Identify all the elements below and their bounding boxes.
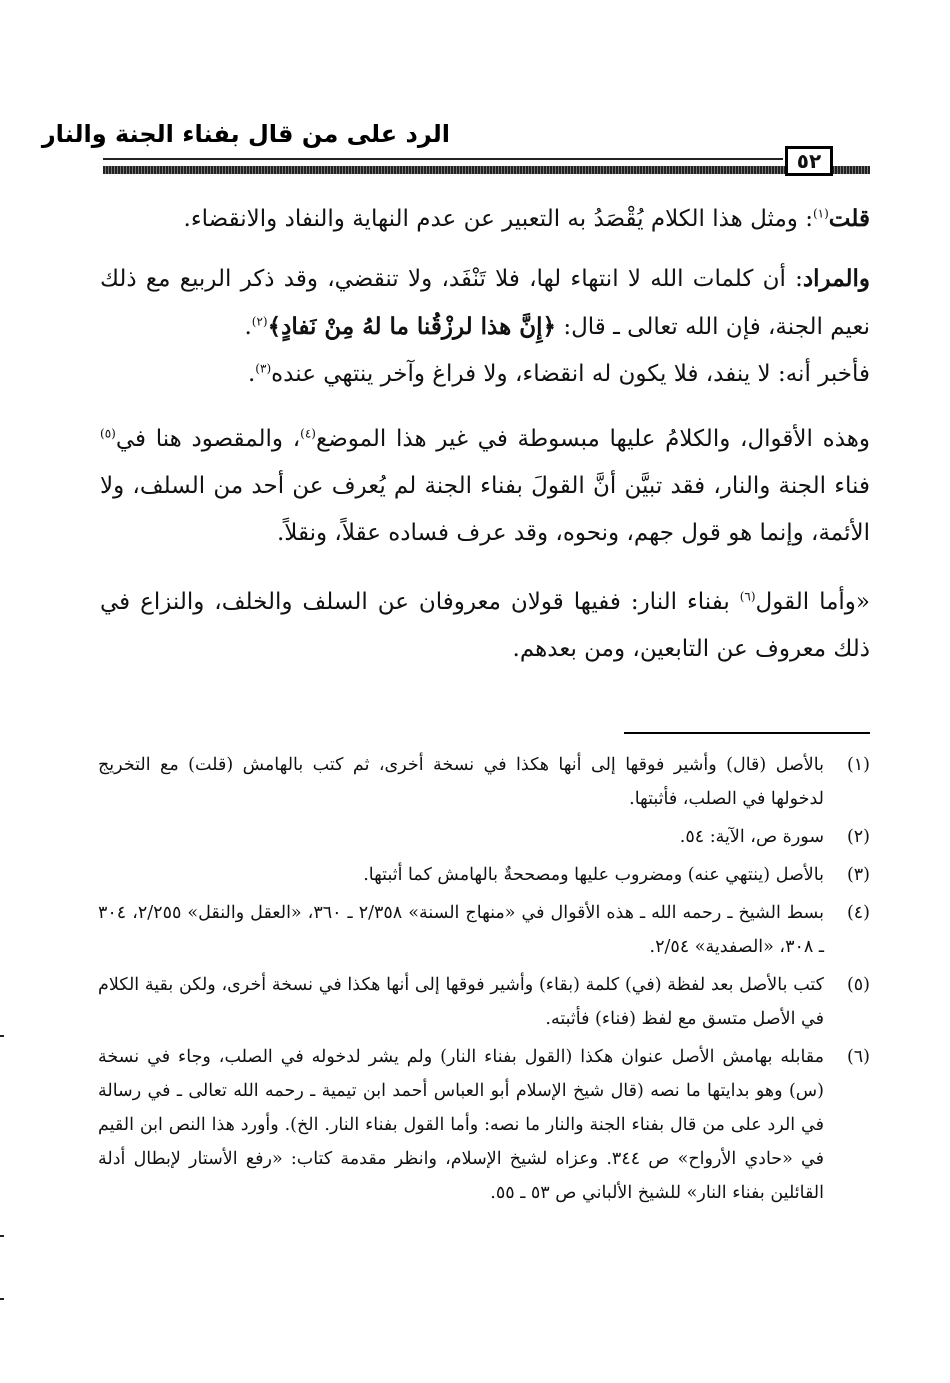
paragraph-2 bbox=[100, 255, 870, 398]
header-rule bbox=[103, 166, 870, 174]
paragraph-2-text-d: . bbox=[247, 361, 256, 387]
footnote-text: بالأصل (قال) وأشير فوقها إلى أنها هكذا في نسخة أخرى، ثم كتب بالهامش (قلت) مع التخريج لدخولها في الصلب، فأثبتها. bbox=[98, 755, 824, 809]
footnote-2 bbox=[98, 820, 870, 854]
footnote-ref-5: (٥) bbox=[100, 426, 116, 441]
footnote-text: مقابله بهامش الأصل عنوان هكذا (القول بفناء النار) ولم يشر لدخوله في الصلب، وجاء في نسخة (س) وهو بدايتها ما نصه (قال شيخ الإسلام أبو العباس أحمد ابن تيمية ـ رحمه الله تعالى ـ في رسالة في الرد على من قال بفناء الجنة والنار ما نصه: وأما القول بفناء النار. الخ). وأورد هذا النص ابن القيم في «حادي الأرواح» ص ٣٤٤. وعزاه لشيخ الإسلام، وانظر مقدمة كتاب: «رفع الأستار لإبطال أدلة القائلين بفناء النار» للشيخ الألباني ص ٥٣ ـ ٥٥. bbox=[98, 1047, 824, 1203]
footnote-ref-3: (٣) bbox=[255, 361, 272, 376]
footnote-number: (٣) bbox=[846, 865, 870, 885]
footnote-number: (٥) bbox=[846, 975, 870, 995]
body-text bbox=[100, 195, 870, 673]
paragraph-1-text: : ومثل هذا الكلام يُقْصَدُ به التعبير عن عدم النهاية والنفاد والانقضاء. bbox=[183, 206, 813, 232]
paragraph-1-lead: قلت bbox=[828, 205, 870, 232]
paragraph-3-text-b: ، والمقصود هنا في bbox=[115, 426, 301, 452]
paragraph-4 bbox=[100, 579, 870, 673]
header-rule-thin bbox=[103, 158, 783, 160]
paragraph-1 bbox=[100, 195, 870, 243]
footnote-1 bbox=[98, 748, 870, 816]
footnote-ref-4: (٤) bbox=[300, 426, 316, 441]
paragraph-4-text-b: بفناء النار: ففيها قولان معروفان عن السلف والخلف، والنزاع في ذلك معروف عن التابعين، ومن بعدهم. bbox=[100, 589, 870, 662]
footnote-separator bbox=[624, 732, 870, 734]
footnote-number: (١) bbox=[846, 755, 870, 775]
scan-mark bbox=[0, 1035, 4, 1037]
page-number: ٥٢ bbox=[785, 146, 833, 176]
footnote-ref-6: (٦) bbox=[739, 589, 756, 604]
scan-mark bbox=[0, 1235, 4, 1237]
footnote-6 bbox=[98, 1040, 870, 1210]
paragraph-3 bbox=[100, 416, 870, 557]
paragraph-2-text-a: : أن كلمات الله لا انتهاء لها، فلا تَنْفَد، ولا تنقضي، وقد ذكر الربيع مع ذلك نعيم الجنة، فإن الله تعالى ـ قال: bbox=[100, 266, 870, 340]
paragraph-4-text-a: «وأما القول bbox=[755, 589, 870, 615]
footnote-number: (٢) bbox=[846, 827, 870, 847]
footnotes bbox=[98, 748, 870, 1214]
footnote-text: سورة ص، الآية: ٥٤. bbox=[679, 827, 824, 847]
footnote-number: (٤) bbox=[846, 903, 870, 923]
footnote-5 bbox=[98, 968, 870, 1036]
footnote-4 bbox=[98, 896, 870, 964]
scan-mark bbox=[0, 1298, 4, 1300]
paragraph-3-text-c: فناء الجنة والنار، فقد تبيَّن أنَّ القولَ بفناء الجنة لم يُعرف عن أحد من السلف، ولا الأئمة، وإنما هو قول جهم، ونحوه، وقد عرف فساده عقلاً، ونقلاً. bbox=[100, 473, 870, 546]
footnote-text: بسط الشيخ ـ رحمه الله ـ هذه الأقوال في «منهاج السنة» ٢/٣٥٨ ـ ٣٦٠، «العقل والنقل» ٢/٢٥٥، ٣٠٤ ـ ٣٠٨، «الصفدية» ٢/٥٤. bbox=[98, 903, 824, 957]
footnote-ref-2: (٢) bbox=[251, 314, 268, 329]
paragraph-2-lead: والمراد bbox=[802, 265, 870, 292]
footnote-number: (٦) bbox=[846, 1047, 870, 1067]
footnote-ref-1: (١) bbox=[812, 206, 829, 221]
paragraph-2-text-c: فأخبر أنه: لا ينفد، فلا يكون له انقضاء، ولا فراغ وآخر ينتهي عنده bbox=[271, 361, 870, 387]
paragraph-3-text-a: وهذه الأقوال، والكلامُ عليها مبسوطة في غير هذا الموضع bbox=[315, 426, 870, 452]
footnote-3 bbox=[98, 858, 870, 892]
footnote-text: بالأصل (ينتهي عنه) ومضروب عليها ومصححةٌ بالهامش كما أثبتها. bbox=[363, 865, 824, 885]
paragraph-2-text-b: . bbox=[244, 314, 252, 340]
quran-verse: ﴿إِنَّ هذا لرزْقُنا ما لهُ مِنْ نَفادٍ﴾ bbox=[267, 313, 557, 340]
footnote-text: كتب بالأصل بعد لفظة (في) كلمة (بقاء) وأشير فوقها إلى أنها هكذا في نسخة أخرى، ولكن بقية الكلام في الأصل متسق مع لفظ (فناء) فأثبته. bbox=[98, 975, 824, 1029]
running-title: الرد على من قال بفناء الجنة والنار bbox=[41, 120, 450, 148]
